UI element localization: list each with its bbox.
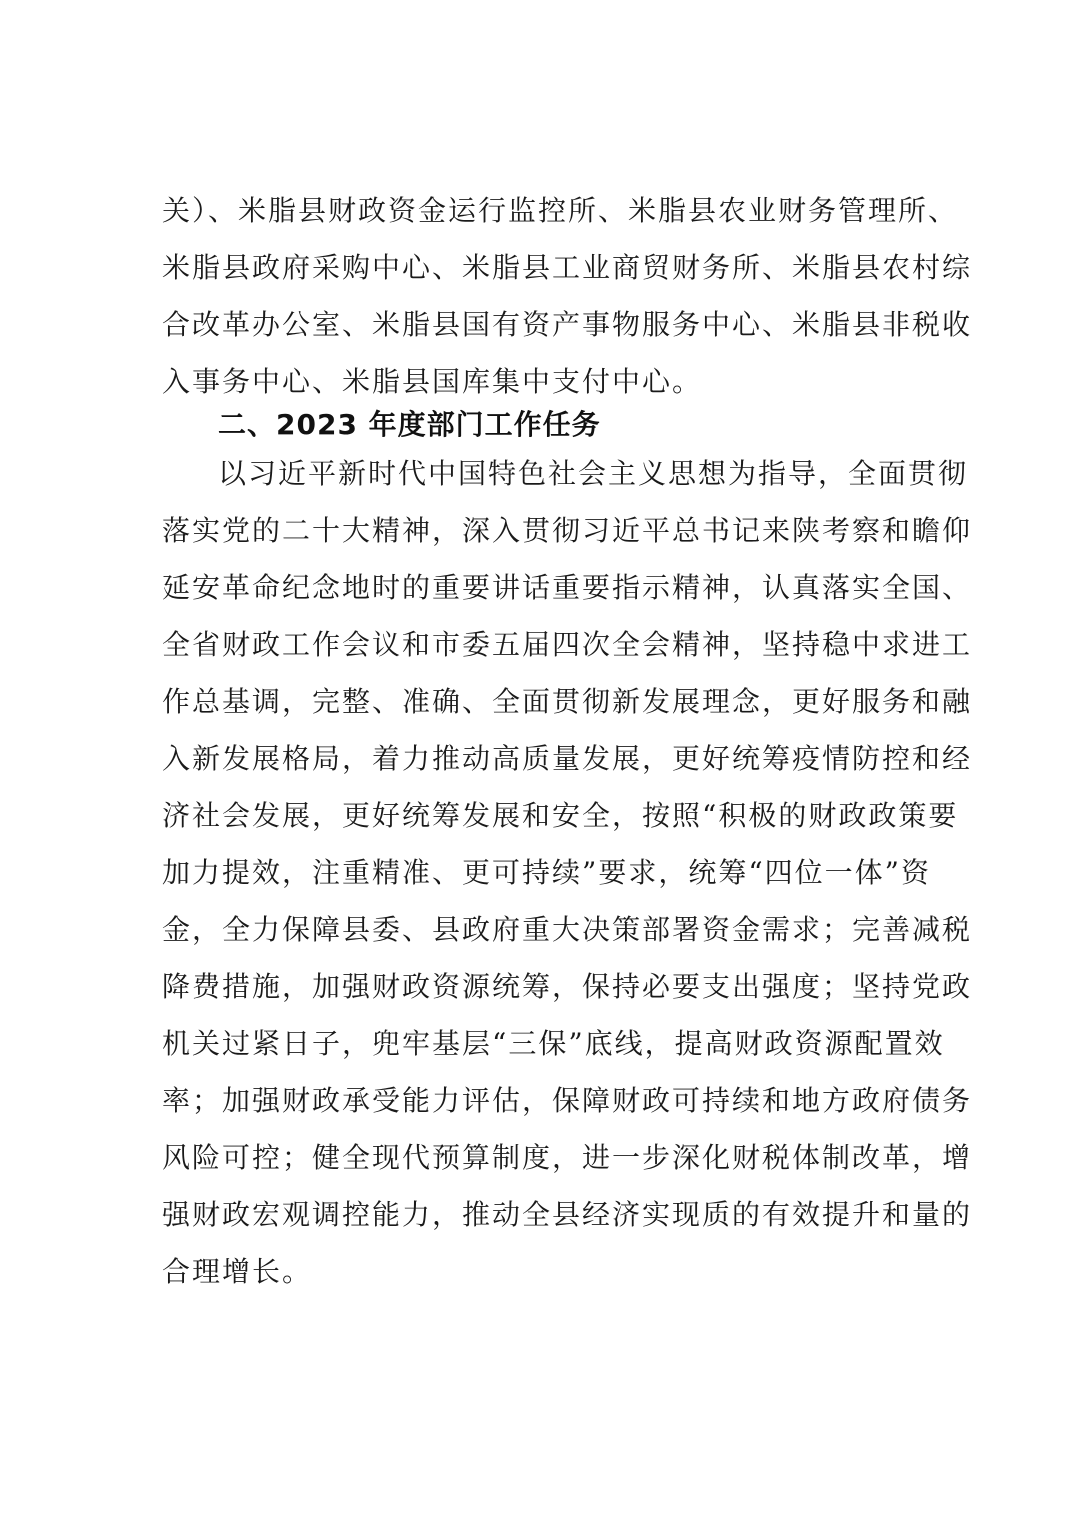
text-line: 加力提效，注重精准、更可持续”要求，统筹“四位一体”资	[162, 856, 931, 889]
text-line: 以习近平新时代中国特色社会主义思想为指导，全面贯彻	[218, 457, 969, 490]
text-line: 风险可控；健全现代预算制度，进一步深化财税体制改革，增	[162, 1141, 973, 1174]
text-line: 全省财政工作会议和市委五届四次全会精神，坚持稳中求进工	[162, 628, 973, 661]
text-line: 降费措施，加强财政资源统筹，保持必要支出强度；坚持党政	[162, 970, 973, 1003]
text-line: 强财政宏观调控能力，推动全县经济实现质的有效提升和量的	[162, 1198, 973, 1231]
section-heading: 二、2023 年度部门工作任务	[218, 408, 601, 441]
text-line: 作总基调，完整、准确、全面贯彻新发展理念，更好服务和融	[162, 685, 973, 718]
text-line: 金，全力保障县委、县政府重大决策部署资金需求；完善减税	[162, 913, 973, 946]
paragraph-work-tasks	[162, 445, 973, 1300]
text-line: 落实党的二十大精神，深入贯彻习近平总书记来陕考察和瞻仰	[162, 514, 973, 547]
text-line: 合改革办公室、米脂县国有资产事物服务中心、米脂县非税收	[162, 308, 973, 341]
text-line: 率；加强财政承受能力评估，保障财政可持续和地方政府债务	[162, 1084, 973, 1117]
text-line: 米脂县政府采购中心、米脂县工业商贸财务所、米脂县农村综	[162, 251, 973, 284]
paragraph-org-list	[162, 182, 973, 410]
text-line: 入新发展格局，着力推动高质量发展，更好统筹疫情防控和经	[162, 742, 973, 775]
text-line: 机关过紧日子，兜牢基层“三保”底线，提高财政资源配置效	[162, 1027, 945, 1060]
text-line: 入事务中心、米脂县国库集中支付中心。	[162, 365, 703, 398]
text-line: 延安革命纪念地时的重要讲话重要指示精神，认真落实全国、	[162, 571, 973, 604]
text-line: 济社会发展，更好统筹发展和安全，按照“积极的财政政策要	[162, 799, 959, 832]
text-line: 关）、米脂县财政资金运行监控所、米脂县农业财务管理所、	[162, 194, 959, 227]
text-line: 合理增长。	[162, 1255, 313, 1288]
